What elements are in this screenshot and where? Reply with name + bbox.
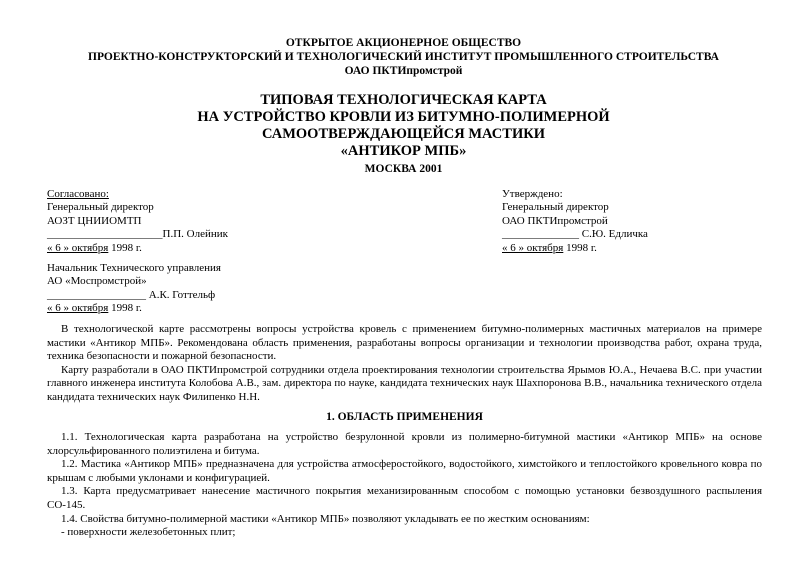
title-line-1: ТИПОВАЯ ТЕХНОЛОГИЧЕСКАЯ КАРТА	[260, 92, 547, 108]
list-item: - поверхности железобетонных плит;	[61, 526, 236, 539]
approved-block	[502, 188, 648, 255]
tech-head-org: АО «Моспромстрой»	[47, 275, 147, 288]
org-name: ОТКРЫТОЕ АКЦИОНЕРНОЕ ОБЩЕСТВО	[285, 37, 522, 49]
tech-head-signature: __________________ А.К. Готтельф	[47, 288, 216, 301]
agreed-date	[47, 242, 228, 255]
agreed-date-year: 1998 г.	[108, 241, 142, 254]
tech-head-date-day: « 6 » октября	[47, 302, 109, 315]
agreed-position: Генеральный директор	[47, 201, 154, 214]
tech-head-date-year: 1998 г.	[108, 302, 142, 315]
agreed-label: Согласовано:	[47, 188, 109, 200]
section-heading: 1. ОБЛАСТЬ ПРИМЕНЕНИЯ	[326, 411, 483, 423]
agreed-block	[47, 188, 228, 316]
intro-text	[47, 323, 762, 405]
section-1-paragraph-2: 1.2. Мастика «Антикор МПБ» предназначена для устройства атмосферостойкого, водостойкого, химстойкого и теплостойкого кровельного ковра по крышам с любыми уклонами и конфигурацией.	[47, 458, 762, 484]
agreed-org: АОЗТ ЦНИИОМТП	[47, 214, 142, 227]
institute-name: ПРОЕКТНО-КОНСТРУКТОРСКИЙ И ТЕХНОЛОГИЧЕСКИЙ ИНСТИТУТ ПРОМЫШЛЕННОГО СТРОИТЕЛЬСТВА	[88, 51, 719, 63]
approved-label: Утверждено:	[502, 188, 563, 200]
intro-paragraph-2: Карту разработали в ОАО ПКТИпромстрой сотрудники отдела проектирования технологии строительства Ярымов Ю.А., Нечаева В.С. при участии главного инженера института Колобова А.В., зам. директора по науке, кандидата технических наук Шахпоронова В.В., начальника технического отдела кандидата технических наук Филипенко Н.Н.	[47, 363, 762, 403]
intro-paragraph-1: В технологической карте рассмотрены вопросы устройства кровель с применением битумно-полимерных мастичных материалов на примере мастики «Антикор МПБ». Рекомендована область применения, разработаны вопросы организации и технологии производства работ, охрана труда, техника безопасности и пожарной безопасности.	[47, 323, 762, 363]
tech-head-date	[47, 302, 228, 315]
org-short-name: ОАО ПКТИпромстрой	[344, 65, 463, 77]
section-1-text	[47, 431, 762, 540]
agreed-signature: _____________________П.П. Олейник	[47, 228, 228, 241]
approved-date	[502, 242, 648, 255]
section-1-paragraph-4: 1.4. Свойства битумно-полимерной мастики «Антикор МПБ» позволяют укладывать ее по жестким основаниям:	[61, 512, 590, 525]
agreed-date-day: « 6 » октября	[47, 241, 109, 254]
approved-date-day: « 6 » октября	[502, 241, 564, 254]
city-year: МОСКВА 2001	[364, 163, 443, 175]
approved-position: Генеральный директор	[502, 201, 609, 214]
section-1-paragraph-1: 1.1. Технологическая карта разработана на устройство безрулонной кровли из полимерно-битумной мастики «Антикор МПБ» на основе хлорсульфированного полиэтилена и битума.	[47, 431, 762, 457]
tech-head-position: Начальник Технического управления	[47, 262, 221, 275]
approved-signature: ______________ С.Ю. Едличка	[502, 228, 648, 241]
title-line-2: НА УСТРОЙСТВО КРОВЛИ ИЗ БИТУМНО-ПОЛИМЕРНОЙ	[197, 109, 610, 125]
section-1-paragraph-3: 1.3. Карта предусматривает нанесение мастичного покрытия механизированным способом с помощью установки безвоздушного распыления СО-145.	[47, 485, 762, 511]
approved-date-year: 1998 г.	[563, 241, 597, 254]
document-title	[0, 92, 807, 160]
approved-org: ОАО ПКТИпромстрой	[502, 214, 608, 227]
title-line-3: САМООТВЕРЖДАЮЩЕЙСЯ МАСТИКИ	[261, 126, 546, 142]
title-line-4: «АНТИКОР МПБ»	[340, 143, 467, 159]
